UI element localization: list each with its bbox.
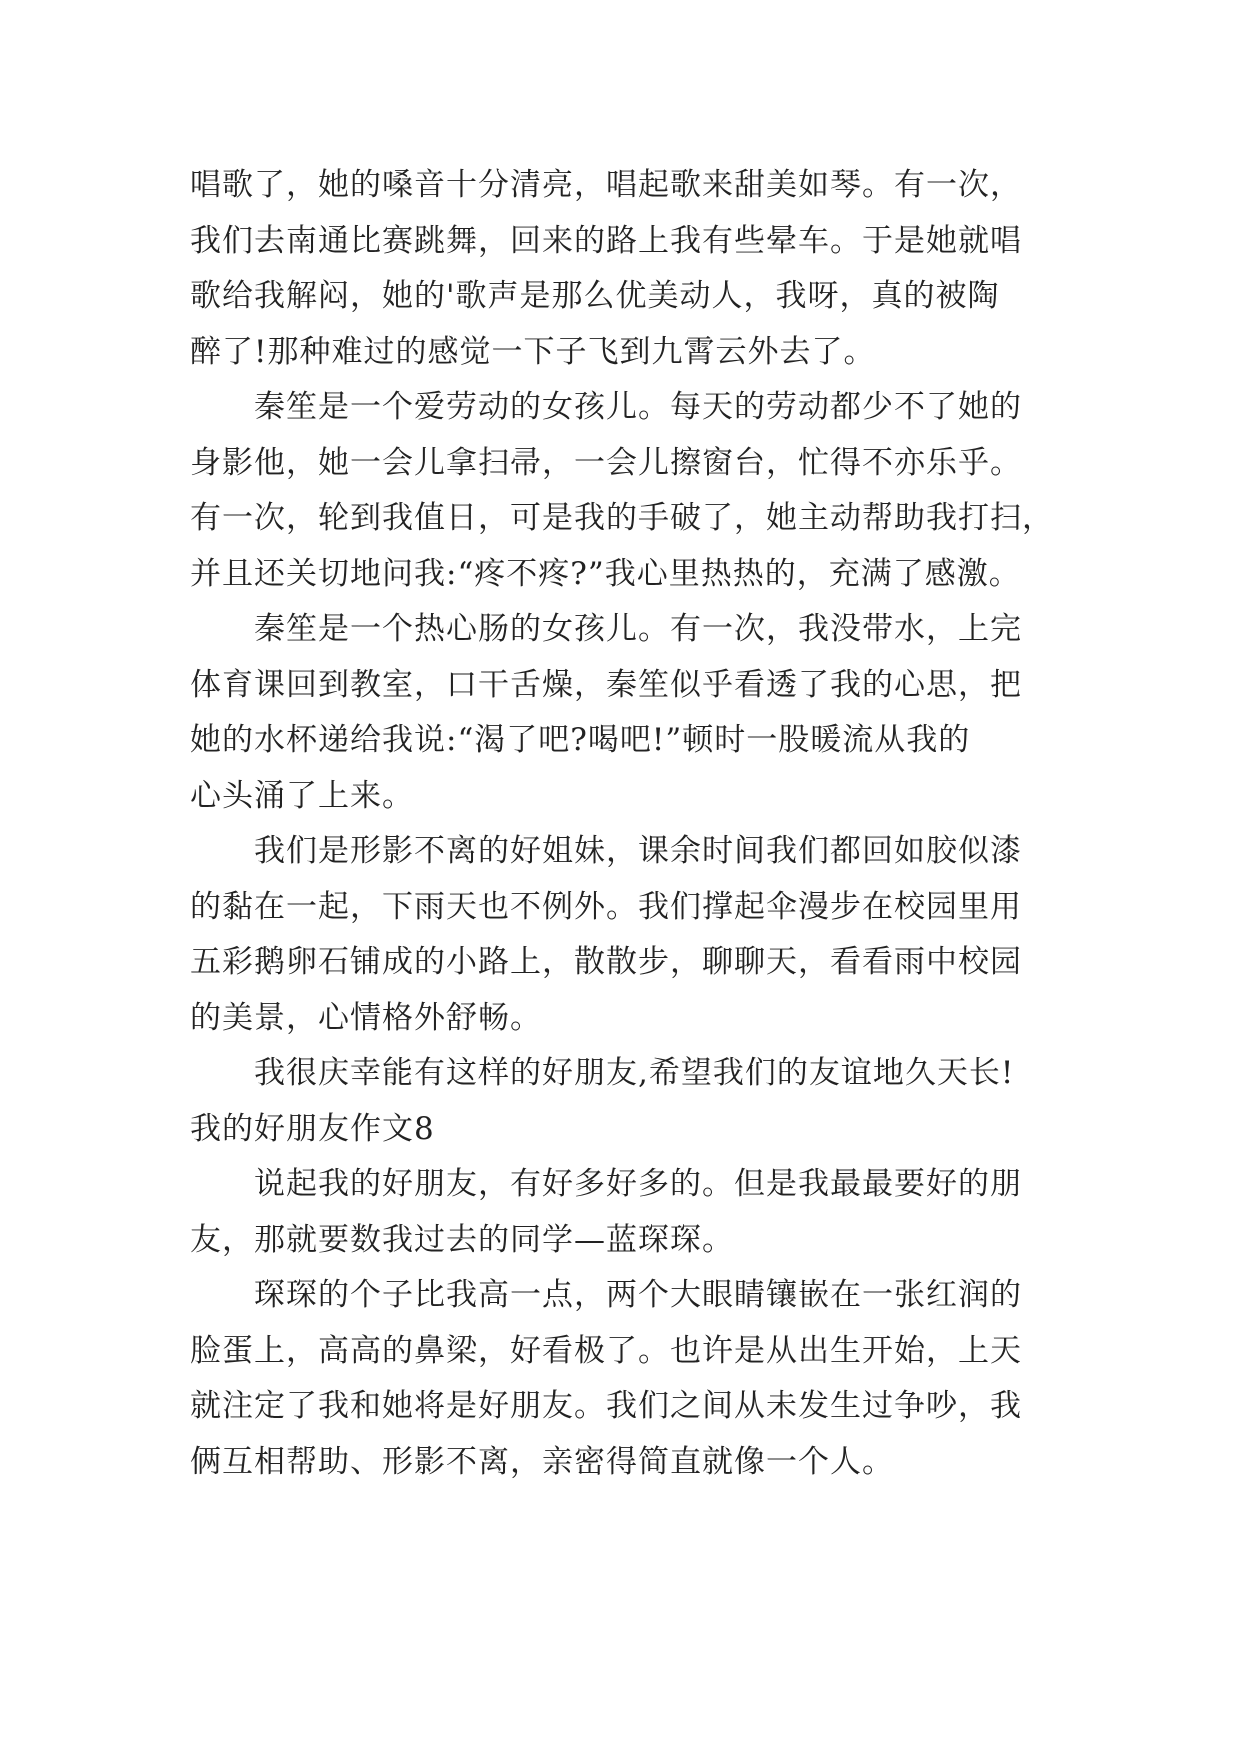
text-line: 友，那就要数我过去的同学—蓝琛琛。 (190, 1221, 734, 1258)
paragraph-first-line: 我们是形影不离的好姐妹，课余时间我们都回如胶似漆 (254, 833, 1022, 869)
document-body (190, 158, 1060, 1490)
paragraph-first-line: 秦笙是一个爱劳动的女孩儿。每天的劳动都少不了她的 (254, 389, 1022, 425)
text-line: 我的好朋友作文8 (190, 1110, 435, 1147)
text-line: 就注定了我和她将是好朋友。我们之间从未发生过争吵，我 (190, 1388, 1022, 1424)
text-line: 我们去南通比赛跳舞，回来的路上我有些晕车。于是她就唱 (190, 222, 1022, 259)
paragraph-first-line: 琛琛的个子比我高一点，两个大眼睛镶嵌在一张红润的 (254, 1277, 1022, 1313)
text-line: 心头涌了上来。 (190, 777, 414, 814)
text-line: 五彩鹅卵石铺成的小路上，散散步，聊聊天，看看雨中校园 (190, 944, 1022, 980)
text-line: 醉了!那种难过的感觉一下子飞到九霄云外去了。 (190, 333, 876, 370)
text-line: 脸蛋上，高高的鼻梁，好看极了。也许是从出生开始，上天 (190, 1332, 1022, 1369)
paragraph-first-line: 秦笙是一个热心肠的女孩儿。有一次，我没带水，上完 (254, 611, 1022, 647)
paragraph-first-line: 我很庆幸能有这样的好朋友,希望我们的友谊地久天长! (254, 1055, 1015, 1091)
text-line: 她的水杯递给我说:“渴了吧?喝吧!”顿时一股暖流从我的 (190, 722, 971, 758)
text-line: 唱歌了，她的嗓音十分清亮，唱起歌来甜美如琴。有一次， (190, 167, 1022, 203)
text-line: 的黏在一起，下雨天也不例外。我们撑起伞漫步在校园里用 (190, 888, 1022, 925)
text-line: 体育课回到教室，口干舌燥，秦笙似乎看透了我的心思，把 (190, 666, 1022, 703)
text-line: 歌给我解闷，她的'歌声是那么优美动人，我呀，真的被陶 (190, 278, 1000, 314)
text-line: 的美景，心情格外舒畅。 (190, 999, 542, 1036)
text-line: 俩互相帮助、形影不离，亲密得简直就像一个人。 (190, 1443, 894, 1480)
text-line: 身影他，她一会儿拿扫帚，一会儿擦窗台，忙得不亦乐乎。 (190, 444, 1022, 481)
paragraph-first-line: 说起我的好朋友，有好多好多的。但是我最最要好的朋 (254, 1166, 1022, 1202)
text-line: 并且还关切地问我:“疼不疼?”我心里热热的，充满了感激。 (190, 555, 1021, 592)
text-line: 有一次，轮到我值日，可是我的手破了，她主动帮助我打扫， (190, 500, 1054, 536)
